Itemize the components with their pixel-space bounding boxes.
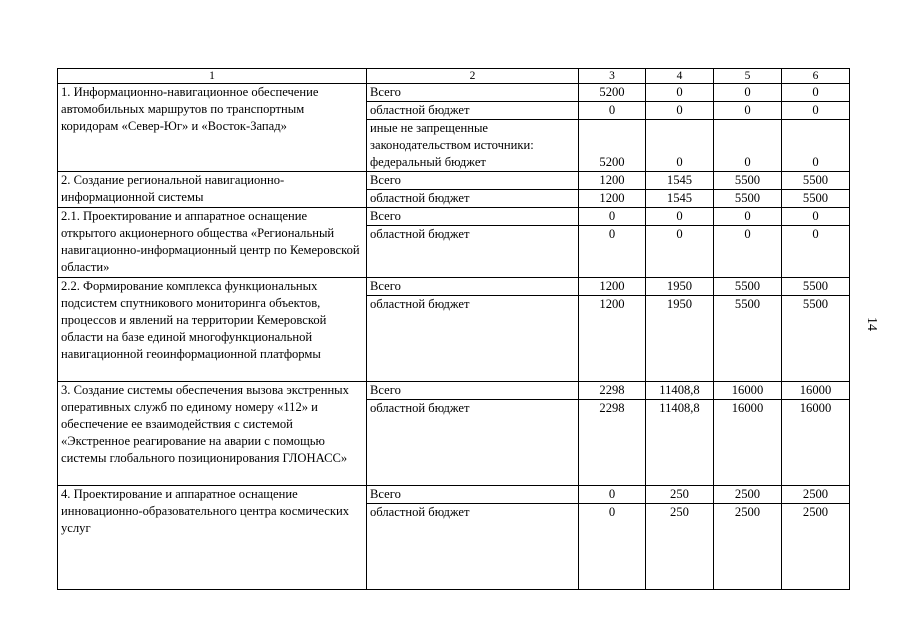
- value-cell: 0: [714, 120, 782, 172]
- column-header: 5: [714, 69, 782, 84]
- source-cell: Всего: [367, 278, 579, 296]
- value-cell: 0: [782, 226, 850, 278]
- value-cell: 0: [782, 120, 850, 172]
- value-cell: 5500: [714, 278, 782, 296]
- source-cell: Всего: [367, 208, 579, 226]
- measure-cell: 2.2. Формирование комплекса функциональных подсистем спутникового мониторинга объектов, процессов и явлений на территории Кемеровской области на базе единой многофункциональной навигационной геоинформационной платформы: [58, 278, 367, 382]
- value-cell: 5500: [782, 190, 850, 208]
- source-cell: областной бюджет: [367, 102, 579, 120]
- table-row: [58, 208, 850, 226]
- value-cell: 2298: [579, 400, 646, 486]
- value-cell: 0: [646, 226, 714, 278]
- value-cell: 250: [646, 486, 714, 504]
- value-cell: 0: [579, 102, 646, 120]
- source-cell: Всего: [367, 172, 579, 190]
- measure-cell: 1. Информационно-навигационное обеспечение автомобильных маршрутов по транспортным коридорам «Север-Юг» и «Восток-Запад»: [58, 84, 367, 172]
- table-row: [58, 172, 850, 190]
- value-cell: 0: [782, 84, 850, 102]
- value-cell: 0: [579, 226, 646, 278]
- value-cell: 1200: [579, 190, 646, 208]
- value-cell: 2298: [579, 382, 646, 400]
- measure-cell: 3. Создание системы обеспечения вызова экстренных оперативных служб по единому номеру «112» и обеспечение ее взаимодействия с системой «Экстренное реагирование на аварии с помощью системы глобального позиционирования ГЛОНАСС»: [58, 382, 367, 486]
- column-header: 3: [579, 69, 646, 84]
- value-cell: 11408,8: [646, 382, 714, 400]
- value-cell: 250: [646, 504, 714, 590]
- value-cell: 5200: [579, 120, 646, 172]
- table-header-row: [58, 69, 850, 84]
- value-cell: 2500: [782, 504, 850, 590]
- value-cell: 1950: [646, 278, 714, 296]
- value-cell: 0: [714, 84, 782, 102]
- value-cell: 11408,8: [646, 400, 714, 486]
- column-header: 2: [367, 69, 579, 84]
- column-header: 6: [782, 69, 850, 84]
- column-header: 4: [646, 69, 714, 84]
- value-cell: 16000: [782, 382, 850, 400]
- measure-cell: 2.1. Проектирование и аппаратное оснащение открытого акционерного общества «Региональный навигационно-информационный центр по Кемеровской области»: [58, 208, 367, 278]
- measure-cell: 2. Создание региональной навигационно-информационной системы: [58, 172, 367, 208]
- value-cell: 16000: [714, 382, 782, 400]
- source-cell: Всего: [367, 382, 579, 400]
- source-cell: Всего: [367, 486, 579, 504]
- value-cell: 0: [782, 208, 850, 226]
- value-cell: 0: [646, 84, 714, 102]
- value-cell: 5500: [714, 296, 782, 382]
- value-cell: 2500: [782, 486, 850, 504]
- value-cell: 5500: [714, 172, 782, 190]
- value-cell: 1545: [646, 190, 714, 208]
- value-cell: 1200: [579, 172, 646, 190]
- value-cell: 5200: [579, 84, 646, 102]
- value-cell: 0: [579, 504, 646, 590]
- value-cell: 0: [646, 120, 714, 172]
- source-cell: областной бюджет: [367, 296, 579, 382]
- source-cell: Всего: [367, 84, 579, 102]
- value-cell: 5500: [782, 278, 850, 296]
- source-cell: областной бюджет: [367, 226, 579, 278]
- value-cell: 0: [579, 486, 646, 504]
- value-cell: 0: [646, 102, 714, 120]
- value-cell: 5500: [782, 172, 850, 190]
- value-cell: 1545: [646, 172, 714, 190]
- source-cell: областной бюджет: [367, 504, 579, 590]
- source-cell: областной бюджет: [367, 190, 579, 208]
- column-header: 1: [58, 69, 367, 84]
- value-cell: 1200: [579, 278, 646, 296]
- table-row: [58, 382, 850, 400]
- value-cell: 2500: [714, 504, 782, 590]
- value-cell: 2500: [714, 486, 782, 504]
- value-cell: 5500: [714, 190, 782, 208]
- value-cell: 16000: [782, 400, 850, 486]
- source-cell: областной бюджет: [367, 400, 579, 486]
- budget-table: [57, 68, 850, 590]
- value-cell: 0: [714, 208, 782, 226]
- page-number: 14: [864, 317, 879, 331]
- value-cell: 0: [646, 208, 714, 226]
- table-row: [58, 486, 850, 504]
- source-cell: иные не запрещенные законодательством источники: федеральный бюджет: [367, 120, 579, 172]
- value-cell: 0: [714, 102, 782, 120]
- table-row: [58, 278, 850, 296]
- value-cell: 0: [782, 102, 850, 120]
- measure-cell: 4. Проектирование и аппаратное оснащение инновационно-образовательного центра космических услуг: [58, 486, 367, 590]
- value-cell: 0: [714, 226, 782, 278]
- value-cell: 16000: [714, 400, 782, 486]
- value-cell: 5500: [782, 296, 850, 382]
- value-cell: 1950: [646, 296, 714, 382]
- value-cell: 0: [579, 208, 646, 226]
- value-cell: 1200: [579, 296, 646, 382]
- table-row: [58, 84, 850, 102]
